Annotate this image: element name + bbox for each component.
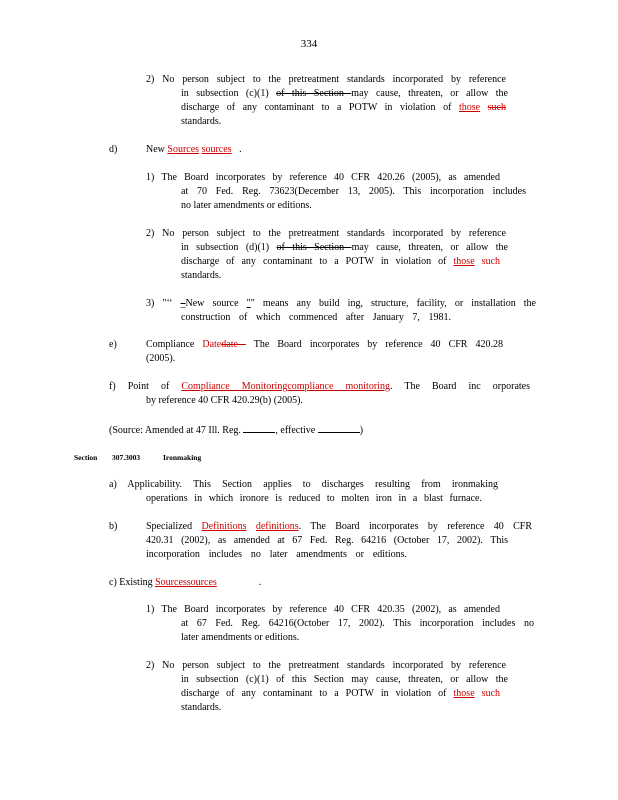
- c2-line4: standards.: [181, 116, 222, 127]
- subsection-e-label: e): [109, 339, 117, 350]
- red-text: such: [481, 688, 501, 699]
- inserted-text: Sources: [155, 577, 187, 588]
- blank-reg-number: [243, 422, 275, 433]
- source-text: (Source: Amended at 47 Ill. Reg.: [109, 425, 244, 436]
- c-heading: [109, 576, 261, 590]
- inserted-text: those: [453, 688, 475, 699]
- d2-line2: [181, 241, 508, 255]
- quote-mark: ": [246, 298, 251, 309]
- c1-line2: at 67 Fed. Reg. 64216(October 17, 2002). This incorporation includes no: [181, 618, 534, 629]
- d2-text: in subsection (d)(1): [181, 242, 277, 253]
- inserted-text-2: sources: [186, 577, 217, 588]
- b-line3: incorporation includes no later amendments or editions.: [146, 549, 407, 560]
- c2b-line3: [181, 687, 500, 701]
- deleted-mark: _: [180, 298, 186, 309]
- f-text-b: . The Board inc orporates: [389, 381, 531, 392]
- deleted-text: of this Section: [276, 242, 352, 253]
- red-text: such: [481, 256, 501, 267]
- c-heading-period: .: [258, 577, 262, 588]
- d1-line3: no later amendments or editions.: [181, 200, 312, 211]
- c2-text: in subsection (c)(1): [181, 88, 277, 99]
- blank-effective-date: [318, 422, 360, 433]
- c-text: c) Existing: [109, 577, 156, 588]
- a-line2: operations in which ironore is reduced to molten iron in a blast furnace.: [146, 493, 482, 504]
- inserted-text: Date: [202, 339, 222, 350]
- e-line2: (2005).: [146, 353, 176, 364]
- c2-line1: 2) No person subject to the pretreatment standards incorporated by reference: [146, 74, 506, 85]
- c2-text-b: may cause, threaten, or allow the: [351, 88, 508, 99]
- subsection-d-label: d): [109, 144, 118, 155]
- page-number: 334: [300, 38, 318, 50]
- f-text: f) Point of: [109, 381, 182, 392]
- deleted-text: such: [487, 102, 506, 113]
- source-note: [109, 422, 363, 438]
- b-line2: 420.31 (2002), as amended at 67 Fed. Reg. 64216 (October 17, 2002). This: [146, 535, 508, 546]
- c2b-line2: in subsection (c)(1) of this Section may cause, threaten, or allow the: [181, 674, 508, 685]
- c1-line1: 1) The Board incorporates by reference 40 CFR 420.35 (2002), as amended: [146, 604, 500, 615]
- d3-text-c: " means any build ing, structure, facility, or installation the: [250, 298, 536, 309]
- inserted-text-2: sources: [201, 144, 232, 155]
- inserted-text-2: compliance monitoring: [287, 381, 390, 392]
- inserted-text: Sources: [167, 144, 200, 155]
- d2-text-b: may cause, threaten, or allow the: [351, 242, 508, 253]
- d1-line1: 1) The Board incorporates by reference 40 CFR 420.26 (2005), as amended: [146, 172, 500, 183]
- inserted-text-2: definitions: [255, 521, 299, 532]
- c1-line3: later amendments or editions.: [181, 632, 300, 643]
- d3-text-b: New source: [185, 298, 247, 309]
- d3-line2: construction of which commenced after January 7, 1981.: [181, 312, 451, 323]
- e-line1: [146, 338, 503, 352]
- e-text-b: The Board incorporates by reference 40 CFR 420.28: [245, 339, 503, 350]
- c2b-line4: standards.: [181, 702, 222, 713]
- section-label: Section: [74, 453, 98, 462]
- inserted-text: Definitions: [201, 521, 247, 532]
- subsection-d-heading: [146, 143, 242, 157]
- inserted-text: those: [453, 256, 475, 267]
- heading-tail: .: [239, 144, 242, 155]
- d3-text: 3) "‘‘: [146, 298, 181, 309]
- c2b-text: discharge of any contaminant to a POTW in violation of: [181, 688, 454, 699]
- source-text-end: ): [359, 425, 364, 436]
- d2-line4: standards.: [181, 270, 222, 281]
- c2-deleted-text: of this Section: [276, 88, 352, 99]
- section-number: 307.3003: [112, 453, 141, 462]
- b-text: Specialized: [146, 521, 202, 532]
- d2-text: discharge of any contaminant to a POTW in violation of: [181, 256, 454, 267]
- d1-line2: at 70 Fed. Reg. 73623(December 13, 2005). This incorporation includes: [181, 186, 526, 197]
- subsection-b-label: b): [109, 521, 118, 532]
- section-title: Ironmaking: [163, 453, 202, 462]
- heading-text: New: [146, 144, 168, 155]
- f-line1: [109, 380, 530, 394]
- c2b-line1: 2) No person subject to the pretreatment standards incorporated by reference: [146, 660, 506, 671]
- source-text-mid: , effective: [275, 425, 318, 436]
- d3-line1: [146, 297, 536, 311]
- b-line1: [146, 520, 532, 534]
- deleted-text: date: [221, 339, 246, 350]
- b-text-b: . The Board incorporates by reference 40 CFR: [298, 521, 533, 532]
- d2-line1: 2) No person subject to the pretreatment standards incorporated by reference: [146, 228, 506, 239]
- d2-line3: [181, 255, 500, 269]
- c2-line2: [181, 87, 508, 101]
- c2-line3: [181, 101, 506, 115]
- e-text: Compliance: [146, 339, 203, 350]
- a-line1: a) Applicability. This Section applies to discharges resulting from ironmaking: [109, 479, 498, 490]
- c2-text: discharge of any contaminant to a POTW in violation of: [181, 102, 459, 113]
- inserted-text: those: [458, 102, 481, 113]
- f-line2: by reference 40 CFR 420.29(b) (2005).: [146, 395, 303, 406]
- inserted-text: Compliance Monitoring: [181, 381, 288, 392]
